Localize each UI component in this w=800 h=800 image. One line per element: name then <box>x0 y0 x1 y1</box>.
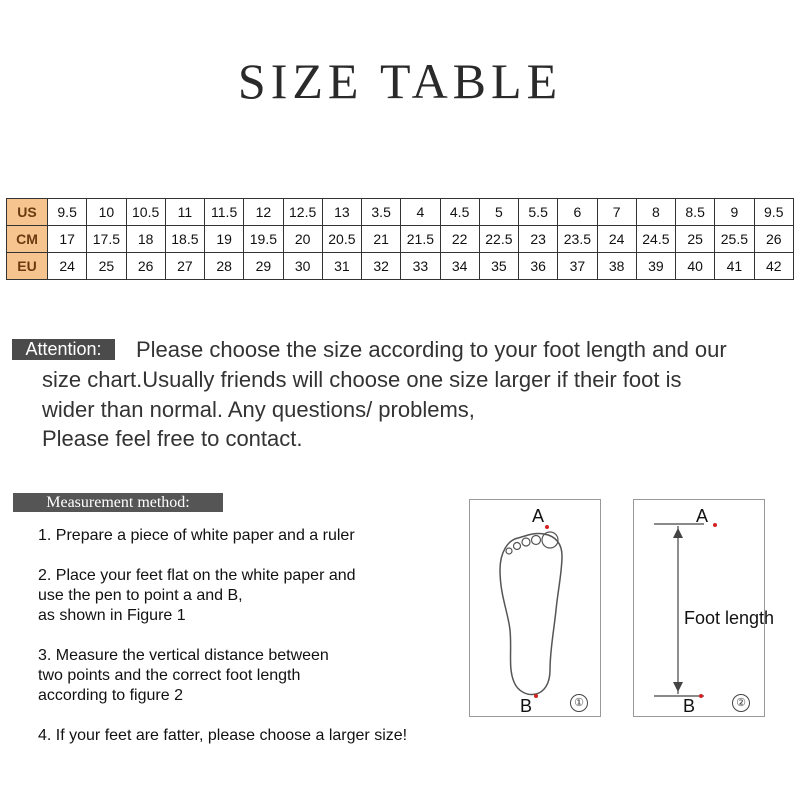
size-cell: 17 <box>48 226 87 253</box>
size-cell: 27 <box>165 253 204 280</box>
size-cell: 8 <box>636 199 675 226</box>
size-cell: 11.5 <box>205 199 244 226</box>
size-cell: 23 <box>519 226 558 253</box>
attention-tag: Attention: <box>12 339 115 360</box>
size-cell: 21.5 <box>401 226 440 253</box>
attention-line-1: Please choose the size according to your foot length and our <box>136 337 727 362</box>
size-cell: 6 <box>558 199 597 226</box>
size-cell: 7 <box>597 199 636 226</box>
size-cell: 39 <box>636 253 675 280</box>
step-4: 4. If your feet are fatter, please choose a larger size! <box>38 727 408 744</box>
size-cell: 20 <box>283 226 322 253</box>
size-cell: 8.5 <box>676 199 715 226</box>
step-3-line-2: two points and the correct foot length <box>38 667 301 684</box>
size-cell: 18.5 <box>165 226 204 253</box>
size-cell: 12 <box>244 199 283 226</box>
figure-2-number: ② <box>732 694 750 712</box>
size-cell: 10.5 <box>126 199 165 226</box>
size-cell: 12.5 <box>283 199 322 226</box>
size-cell: 24 <box>48 253 87 280</box>
size-cell: 30 <box>283 253 322 280</box>
size-cell: 20.5 <box>322 226 361 253</box>
size-cell: 29 <box>244 253 283 280</box>
size-cell: 10 <box>87 199 126 226</box>
size-row-label: US <box>7 199 48 226</box>
size-row-label: EU <box>7 253 48 280</box>
size-cell: 22 <box>440 226 479 253</box>
foot-length-label: Foot length <box>684 608 775 628</box>
size-cell: 5 <box>479 199 518 226</box>
page-title: SIZE TABLE <box>237 53 563 109</box>
size-cell: 19 <box>205 226 244 253</box>
size-cell: 9.5 <box>48 199 87 226</box>
attention-line-3: wider than normal. Any questions/ problems, <box>42 397 475 422</box>
size-cell: 13 <box>322 199 361 226</box>
size-row-us <box>7 199 794 226</box>
step-3-line-3: according to figure 2 <box>38 687 183 704</box>
figure-2-frame <box>633 499 775 717</box>
figure-1-point-a: A <box>532 506 545 526</box>
step-1: 1. Prepare a piece of white paper and a ruler <box>38 527 355 544</box>
size-cell: 17.5 <box>87 226 126 253</box>
figure-2-point-a: A <box>696 506 709 526</box>
foot-outline-icon <box>470 500 600 716</box>
size-cell: 9 <box>715 199 754 226</box>
size-cell: 4.5 <box>440 199 479 226</box>
size-row-label: CM <box>7 226 48 253</box>
size-cell: 40 <box>676 253 715 280</box>
measurement-tag: Measurement method: <box>13 493 223 512</box>
size-table <box>6 198 794 280</box>
size-cell: 37 <box>558 253 597 280</box>
size-cell: 41 <box>715 253 754 280</box>
size-cell: 21 <box>362 226 401 253</box>
attention-line-4: Please feel free to contact. <box>42 426 303 451</box>
figure-1-point-b: B <box>520 696 533 716</box>
size-cell: 38 <box>597 253 636 280</box>
size-cell: 42 <box>754 253 794 280</box>
size-cell: 24 <box>597 226 636 253</box>
step-3-line-1: 3. Measure the vertical distance between <box>38 647 329 664</box>
figure-1-number: ① <box>570 694 588 712</box>
size-cell: 25.5 <box>715 226 754 253</box>
size-cell: 32 <box>362 253 401 280</box>
size-row-cm <box>7 226 794 253</box>
size-cell: 26 <box>126 253 165 280</box>
size-cell: 33 <box>401 253 440 280</box>
figure-2-point-b: B <box>683 696 696 716</box>
size-cell: 24.5 <box>636 226 675 253</box>
step-2-line-2: use the pen to point a and B, <box>38 587 243 604</box>
size-cell: 34 <box>440 253 479 280</box>
attention-line-2: size chart.Usually friends will choose one size larger if their foot is <box>42 367 682 392</box>
size-cell: 31 <box>322 253 361 280</box>
size-cell: 5.5 <box>519 199 558 226</box>
size-cell: 26 <box>754 226 794 253</box>
size-cell: 9.5 <box>754 199 794 226</box>
step-2-line-1: 2. Place your feet flat on the white paper and <box>38 567 356 584</box>
size-cell: 11 <box>165 199 204 226</box>
figure-1-frame <box>469 499 601 717</box>
size-cell: 35 <box>479 253 518 280</box>
size-cell: 18 <box>126 226 165 253</box>
size-cell: 28 <box>205 253 244 280</box>
size-cell: 3.5 <box>362 199 401 226</box>
size-cell: 22.5 <box>479 226 518 253</box>
size-row-eu <box>7 253 794 280</box>
size-cell: 25 <box>676 226 715 253</box>
step-2-line-3: as shown in Figure 1 <box>38 607 186 624</box>
size-cell: 23.5 <box>558 226 597 253</box>
size-cell: 25 <box>87 253 126 280</box>
size-cell: 4 <box>401 199 440 226</box>
size-cell: 19.5 <box>244 226 283 253</box>
size-cell: 36 <box>519 253 558 280</box>
